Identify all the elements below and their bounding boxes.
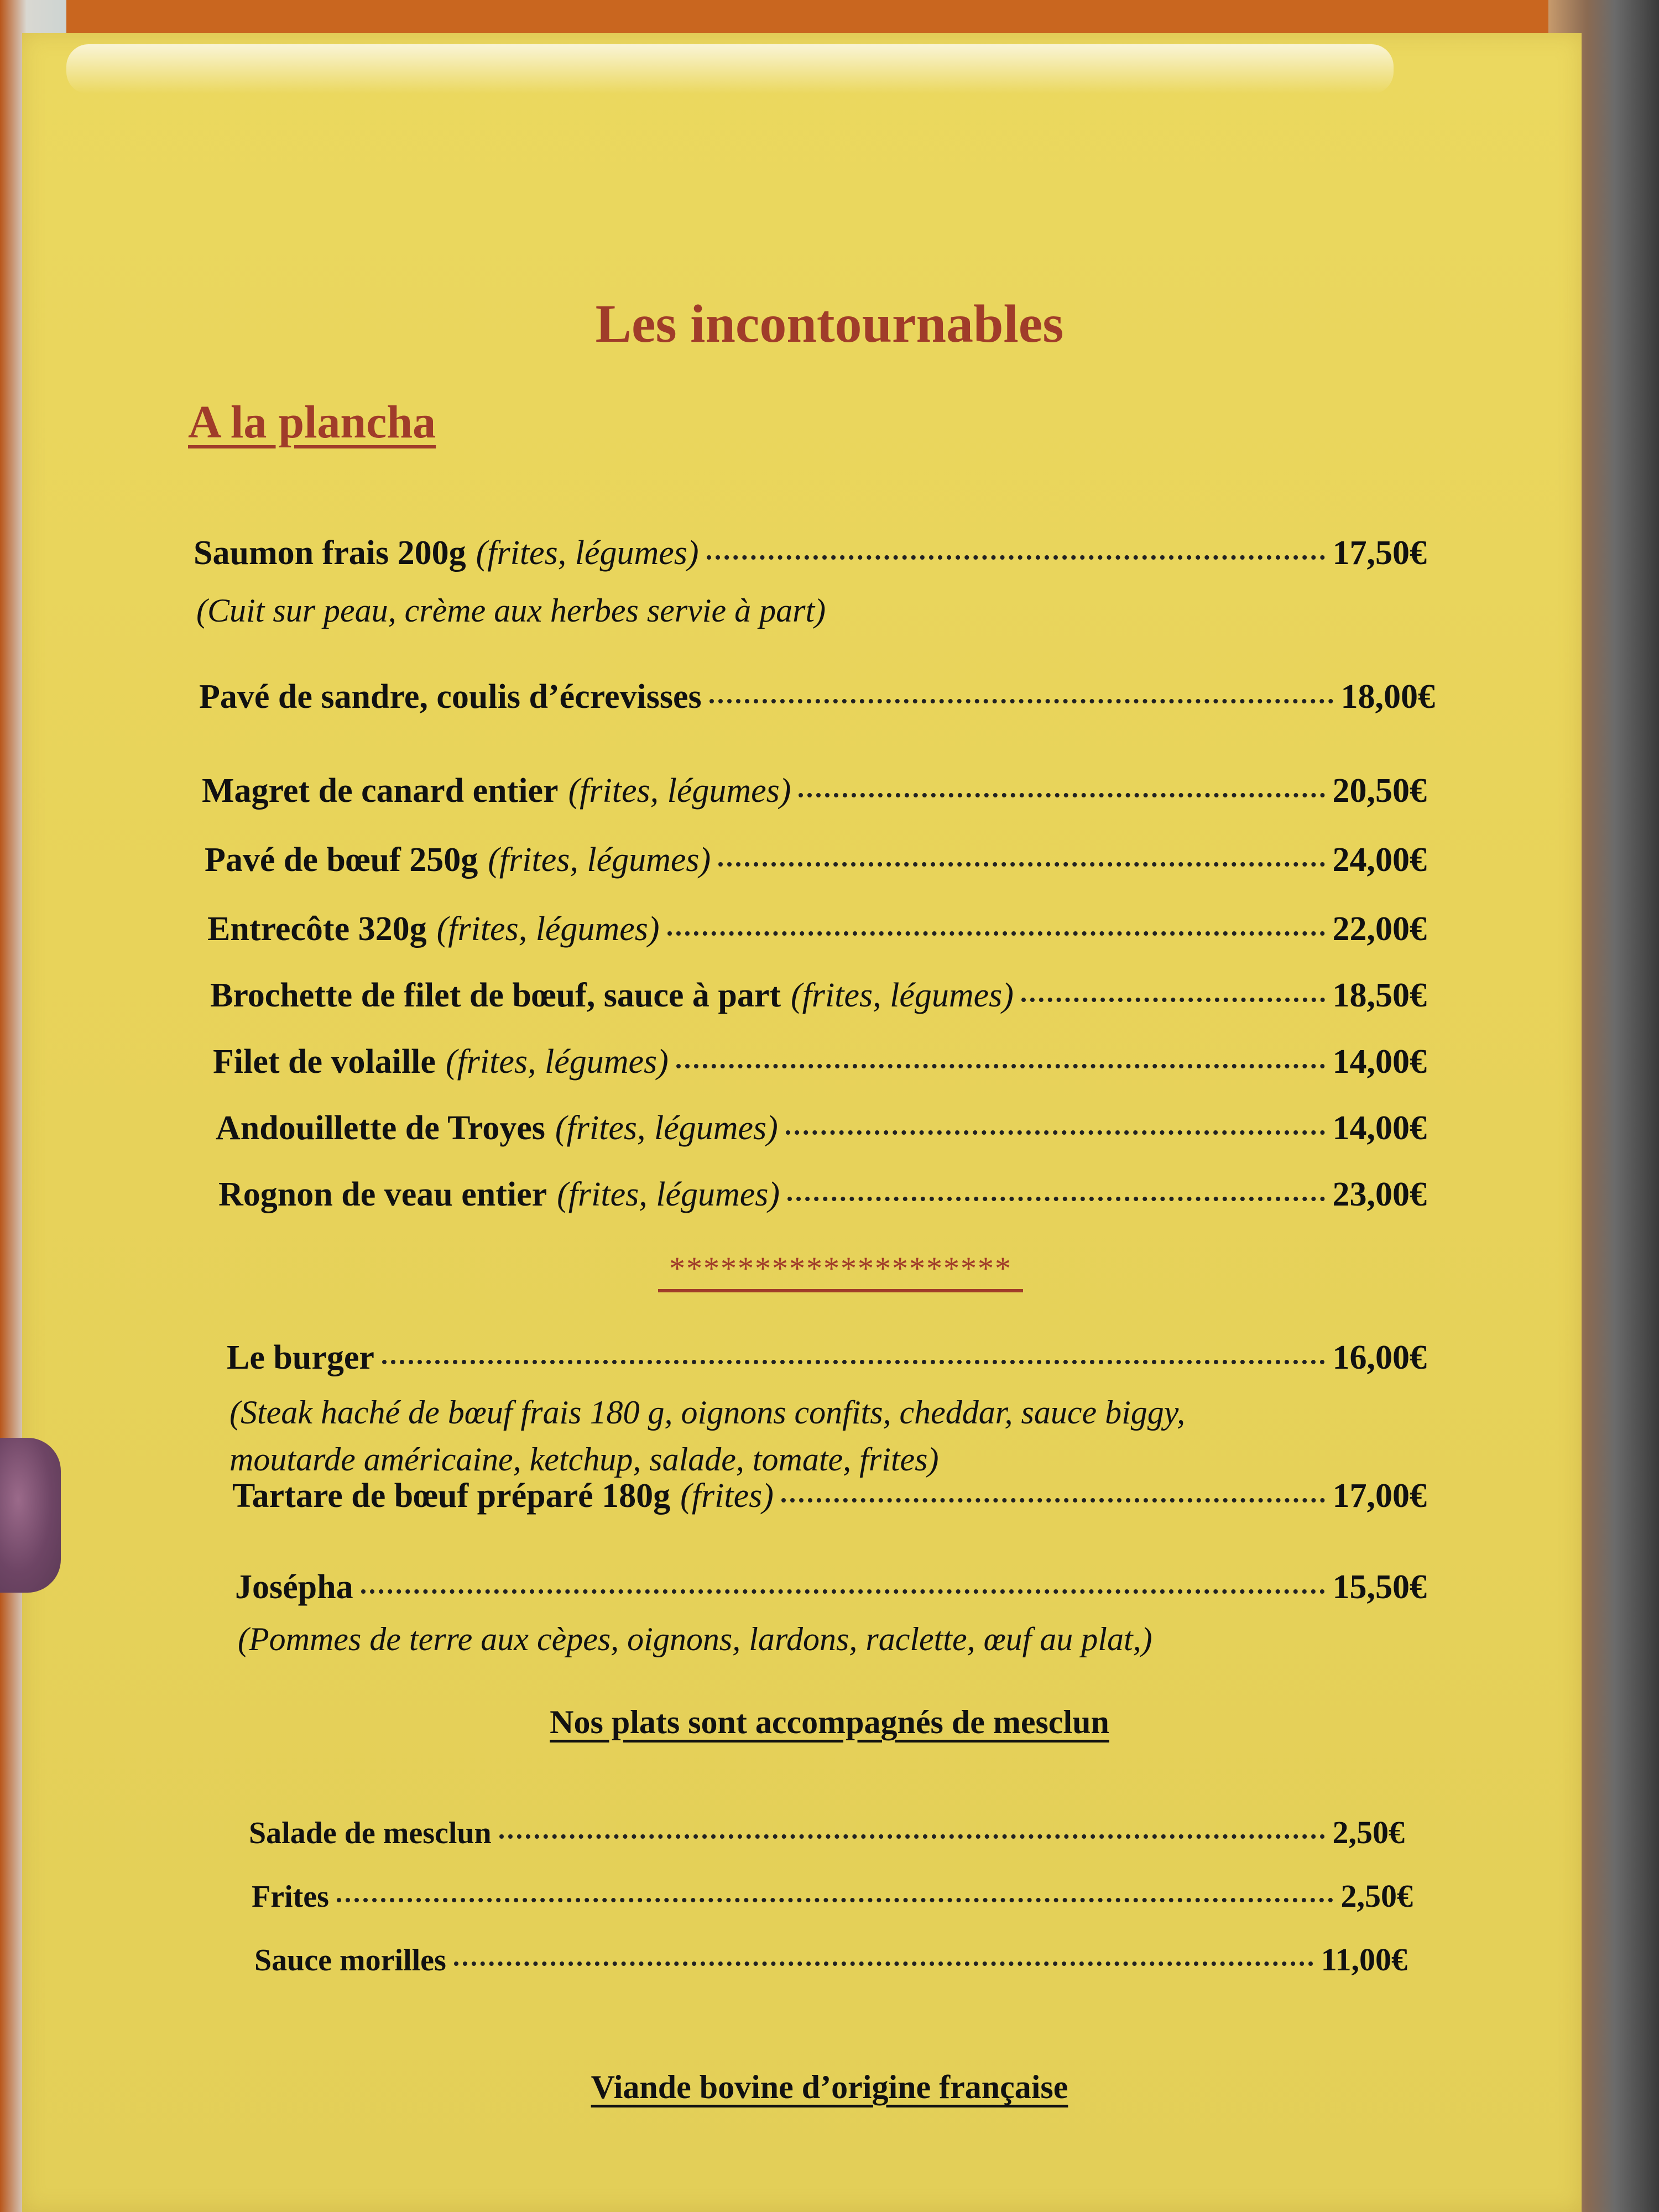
item-sides: (frites, légumes) bbox=[568, 772, 791, 810]
leader-dots bbox=[361, 1589, 1325, 1594]
item-price: 17,50€ bbox=[1332, 534, 1427, 572]
item-name: Sauce morilles bbox=[254, 1943, 446, 1978]
accompaniment-note: Nos plats sont accompagnés de mesclun bbox=[550, 1704, 1109, 1740]
item-price: 14,00€ bbox=[1332, 1043, 1427, 1081]
item-price: 23,00€ bbox=[1332, 1176, 1427, 1213]
menu-content bbox=[22, 33, 1582, 2212]
star-separator: ******************** bbox=[658, 1250, 1023, 1292]
item-sides: (frites, légumes) bbox=[445, 1043, 669, 1081]
item-price: 22,00€ bbox=[1332, 910, 1427, 948]
item-price: 16,00€ bbox=[1332, 1339, 1427, 1376]
item-description-line: moutarde américaine, ketchup, salade, tomate, frites) bbox=[229, 1441, 939, 1478]
section-heading: A la plancha bbox=[188, 397, 436, 448]
item-description-line: (Steak haché de bœuf frais 180 g, oignons confits, cheddar, sauce biggy, bbox=[229, 1394, 1186, 1431]
leader-dots bbox=[676, 1064, 1325, 1068]
item-name: Salade de mesclun bbox=[249, 1816, 492, 1850]
item-name: Frites bbox=[252, 1880, 329, 1914]
item-price: 11,00€ bbox=[1321, 1942, 1407, 1978]
menu-item-rognon bbox=[218, 1175, 1427, 1214]
item-name: Rognon de veau entier bbox=[218, 1176, 547, 1213]
item-name: Brochette de filet de bœuf, sauce à part bbox=[210, 977, 781, 1014]
menu-item-magret bbox=[202, 771, 1427, 811]
extra-item-salade bbox=[249, 1814, 1405, 1851]
item-description-line: (Pommes de terre aux cèpes, oignons, lardons, raclette, œuf au plat,) bbox=[238, 1621, 1152, 1657]
item-sides: (frites, légumes) bbox=[476, 534, 699, 572]
item-name: Filet de volaille bbox=[213, 1043, 436, 1081]
item-name: Entrecôte 320g bbox=[207, 910, 427, 948]
item-price: 2,50€ bbox=[1332, 1814, 1405, 1850]
item-name: Saumon frais 200g bbox=[194, 534, 466, 572]
item-sides: (frites, légumes) bbox=[488, 841, 711, 879]
item-description: (Cuit sur peau, crème aux herbes servie à part) bbox=[196, 592, 826, 629]
menu-item-entrecote bbox=[207, 910, 1427, 949]
menu-item-andouillette bbox=[216, 1109, 1427, 1148]
leader-dots bbox=[382, 1360, 1325, 1364]
item-sides: (frites, légumes) bbox=[557, 1176, 780, 1213]
extra-item-sauce-morilles bbox=[254, 1941, 1407, 1978]
leader-dots bbox=[799, 793, 1324, 797]
item-price: 18,50€ bbox=[1332, 977, 1427, 1014]
item-name: Magret de canard entier bbox=[202, 772, 559, 810]
item-name: Josépha bbox=[235, 1568, 353, 1606]
item-price: 18,00€ bbox=[1340, 678, 1435, 716]
item-sides: (frites, légumes) bbox=[555, 1109, 778, 1147]
leader-dots bbox=[707, 555, 1325, 560]
item-name: Tartare de bœuf préparé 180g bbox=[232, 1477, 671, 1515]
item-name: Pavé de bœuf 250g bbox=[205, 841, 478, 879]
menu-item-volaille bbox=[213, 1042, 1427, 1082]
leader-dots bbox=[709, 699, 1333, 703]
menu-title: Les incontournables bbox=[595, 294, 1064, 354]
leader-dots bbox=[787, 1197, 1324, 1201]
menu-item-josepha bbox=[235, 1568, 1427, 1607]
item-sides: (frites, légumes) bbox=[791, 977, 1014, 1014]
menu-item-pave-boeuf bbox=[205, 841, 1427, 880]
item-price: 14,00€ bbox=[1332, 1109, 1427, 1147]
item-price: 15,50€ bbox=[1332, 1568, 1427, 1606]
item-price: 17,00€ bbox=[1332, 1477, 1427, 1515]
leader-dots bbox=[499, 1834, 1325, 1839]
leader-dots bbox=[786, 1130, 1325, 1135]
holding-finger bbox=[0, 1438, 61, 1593]
leader-dots bbox=[337, 1898, 1333, 1902]
item-price: 20,50€ bbox=[1332, 772, 1427, 810]
menu-item-sandre bbox=[199, 677, 1435, 717]
menu-item-burger bbox=[227, 1338, 1427, 1378]
leader-dots bbox=[1021, 998, 1325, 1002]
leader-dots bbox=[781, 1498, 1325, 1503]
menu-item-tartare bbox=[232, 1477, 1427, 1516]
leader-dots bbox=[718, 862, 1324, 867]
item-name: Pavé de sandre, coulis d’écrevisses bbox=[199, 678, 702, 716]
menu-sheet bbox=[22, 33, 1582, 2212]
menu-item-saumon bbox=[194, 534, 1427, 573]
item-name: Andouillette de Troyes bbox=[216, 1109, 545, 1147]
extra-item-frites bbox=[252, 1877, 1413, 1914]
menu-item-brochette bbox=[210, 976, 1427, 1015]
leader-dots bbox=[454, 1961, 1313, 1966]
origin-note: Viande bovine d’origine française bbox=[591, 2069, 1068, 2105]
leader-dots bbox=[667, 931, 1325, 936]
item-price: 2,50€ bbox=[1340, 1878, 1413, 1914]
item-sides: (frites) bbox=[680, 1477, 774, 1515]
item-sides: (frites, légumes) bbox=[436, 910, 660, 948]
item-price: 24,00€ bbox=[1332, 841, 1427, 879]
item-name: Le burger bbox=[227, 1339, 374, 1376]
